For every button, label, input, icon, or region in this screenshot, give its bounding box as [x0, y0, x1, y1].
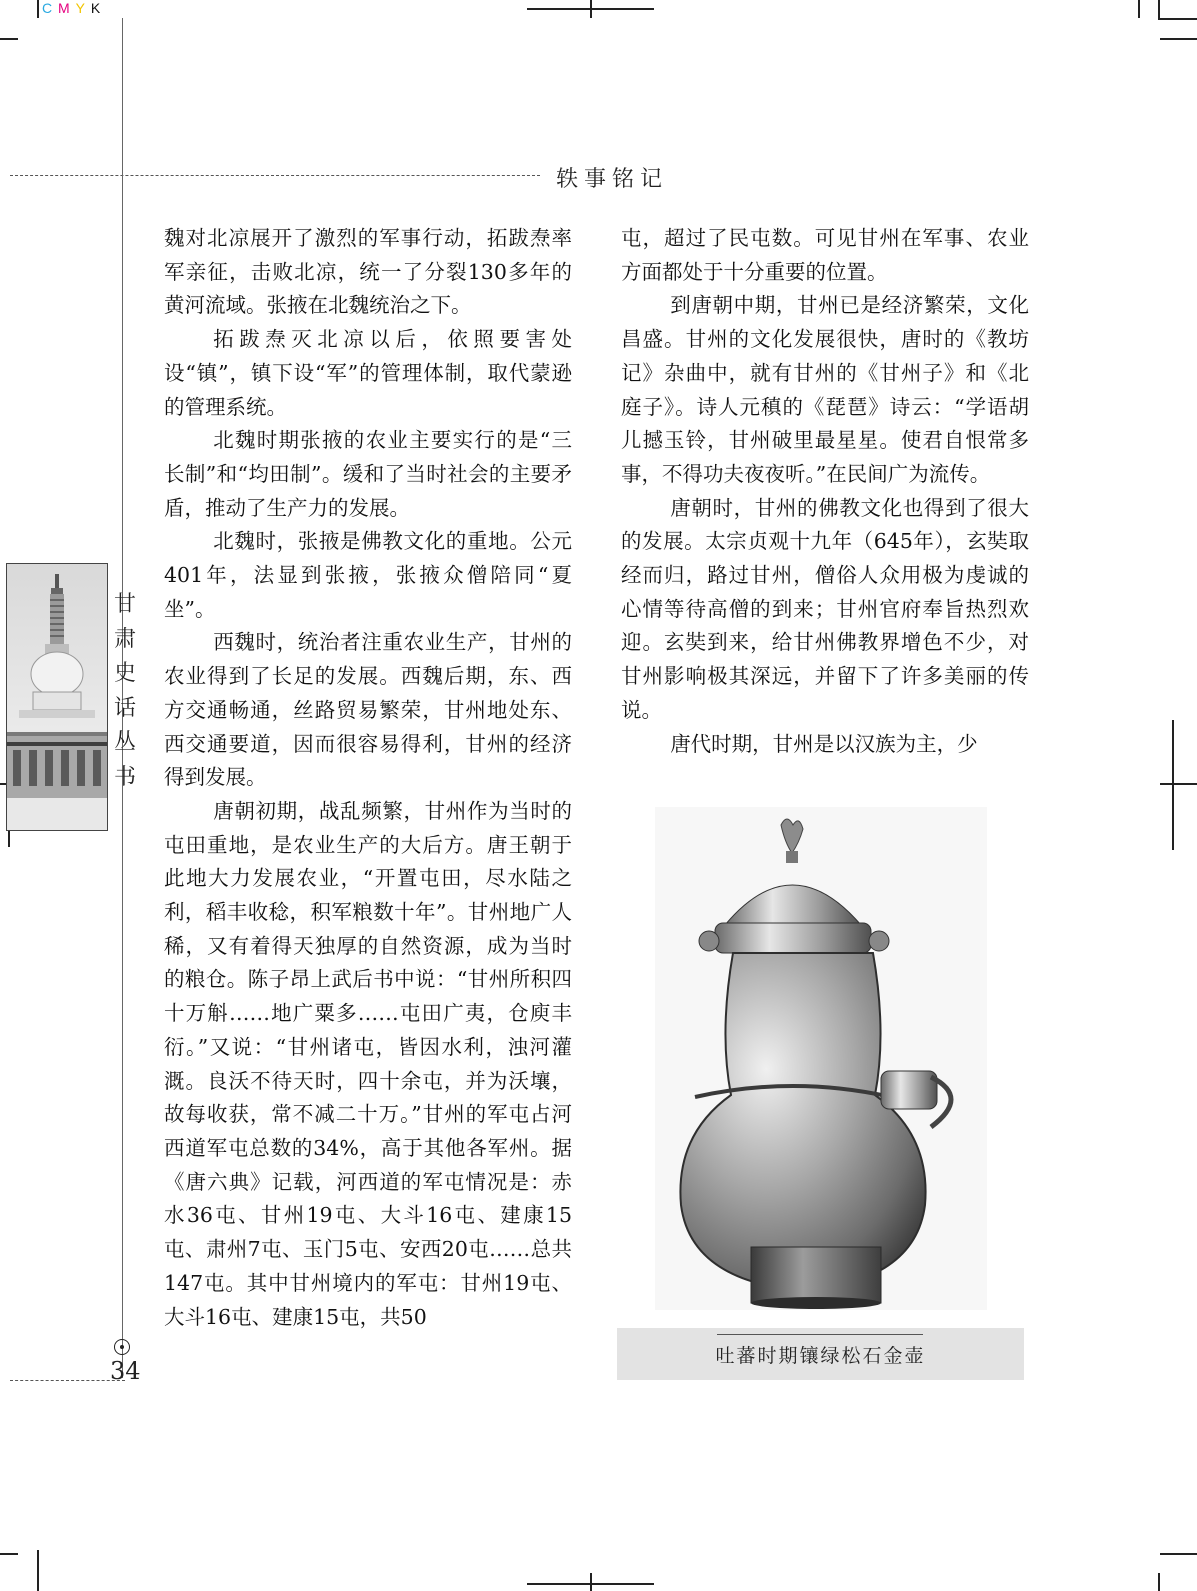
crop-mark-tr-h2 [1160, 38, 1197, 40]
cmyk-c: C [42, 0, 54, 16]
right-text-column [621, 222, 1029, 761]
series-char: 甘 [113, 592, 136, 617]
paragraph: 魏对北凉展开了激烈的军事行动，拓跋焘率军亲征，击败北凉，统一了分裂130多年的黄河流域。张掖在北魏统治之下。 [164, 226, 572, 318]
paragraph: 唐代时期，甘州是以汉族为主，少 [670, 731, 978, 756]
caption-text: 吐蕃时期镶绿松石金壶 [715, 1345, 926, 1367]
paragraph: 北魏时期张掖的农业主要实行的是“三长制”和“均田制”。缓和了当时社会的主要矛盾，推动了生产力的发展。 [164, 428, 572, 520]
series-char: 肃 [113, 626, 136, 652]
figure-photo [655, 807, 987, 1310]
series-title-vertical [111, 588, 139, 795]
crop-mark-tr-v1 [1138, 0, 1140, 18]
running-header-title: 轶事铭记 [556, 167, 669, 192]
paragraph: 到唐朝中期，甘州已是经济繁荣，文化昌盛。甘州的文化发展很快，唐时的《教坊记》杂曲中，就有甘州的《甘州子》和《北庭子》。诗人元稹的《琵琶》诗云：“学语胡儿撼玉铃，甘州破里最星星。使君自恨常多事，不得功夫夜夜听。”在民间广为流传。 [621, 293, 1029, 486]
paragraph: 唐朝时，甘州的佛教文化也得到了很大的发展。太宗贞观十九年（645年），玄奘取经而归，路过甘州，僧俗人众用极为虔诚的心情等待高僧的到来；甘州官府奉旨热烈欢迎。玄奘到来，给甘州佛教界增色不少，对甘州影响极其深远，并留下了许多美丽的传说。 [621, 495, 1029, 722]
paragraph: 拓跋焘灭北凉以后，依照要害处设“镇”，镇下设“军”的管理体制，取代蒙逊的管理系统。 [164, 327, 572, 419]
cmyk-y: Y [75, 0, 86, 16]
crop-mark-bl-v [37, 1550, 39, 1591]
crop-mark-tr-h1 [1158, 18, 1197, 20]
pagoda-image [7, 564, 107, 830]
crop-mark-tl-h [0, 38, 18, 40]
crop-mark-tl-v [37, 0, 39, 18]
paragraph: 唐朝初期，战乱频繁，甘州作为当时的屯田重地，是农业生产的大后方。唐王朝于此地大力发展农业，“开置屯田，尽水陆之利，稻丰收稔，积军粮数十年”。甘州地广人稀，又有着得天独厚的自然资源，成为当时的粮仓。陈子昂上武后书中说：“甘州所积四十万斛……地广粟多……屯田广夷，仓庾丰衍。”又说：“甘州诸屯，皆因水利，浊河灌溉。良沃不待天时，四十余屯，并为沃壤，故每收获，常不减二十万。”甘州的军屯占河西道军屯总数的34%，高于其他各军州。据《唐六典》记载，河西道的军屯情况是：赤水36屯、甘州19屯、大斗16屯、建康15屯、肃州7屯、玉门5屯、安西20屯……总共147屯。其中甘州境内的军屯：甘州19屯、大斗16屯、建康15屯，共50 [164, 798, 572, 1329]
series-char: 史 [113, 661, 136, 686]
series-char: 书 [113, 764, 136, 790]
crop-mark-bl-h [0, 1553, 18, 1555]
series-char: 话 [113, 695, 136, 721]
page-number: 34 [110, 1357, 141, 1385]
series-char: 丛 [113, 730, 136, 755]
caption-rule [717, 1334, 923, 1335]
paragraph: 屯，超过了民屯数。可见甘州在军事、农业方面都处于十分重要的位置。 [621, 226, 1029, 284]
crop-mark-br-h [1160, 1553, 1197, 1555]
left-text-column [164, 222, 572, 1334]
paragraph: 西魏时，统治者注重农业生产，甘州的农业得到了长足的发展。西魏后期，东、西方交通畅通，丝路贸易繁荣，甘州地处东、西交通要道，因而很容易得利，甘州的经济得到发展。 [164, 630, 572, 790]
header-dashed-rule [10, 175, 540, 176]
paragraph: 北魏时，张掖是佛教文化的重地。公元401年，法显到张掖，张掖众僧陪同“夏坐”。 [164, 529, 572, 621]
crop-mark-top-center-v [590, 0, 592, 18]
figure-caption [617, 1328, 1024, 1380]
cmyk-k: K [90, 0, 102, 16]
cmyk-marks [42, 0, 101, 16]
gold-ewer-image [655, 807, 987, 1310]
page-number-dot [114, 1339, 130, 1355]
series-photo [6, 563, 108, 831]
crop-mark-right-mid-h [1160, 783, 1197, 785]
footer-dashed-rule [10, 1380, 125, 1381]
cmyk-m: M [58, 0, 71, 16]
crop-mark-right-mid-v [1172, 720, 1174, 850]
crop-mark-br-v [1158, 1573, 1160, 1591]
crop-mark-tr-v2 [1158, 0, 1160, 18]
crop-mark-bottom-center-v [590, 1573, 592, 1591]
